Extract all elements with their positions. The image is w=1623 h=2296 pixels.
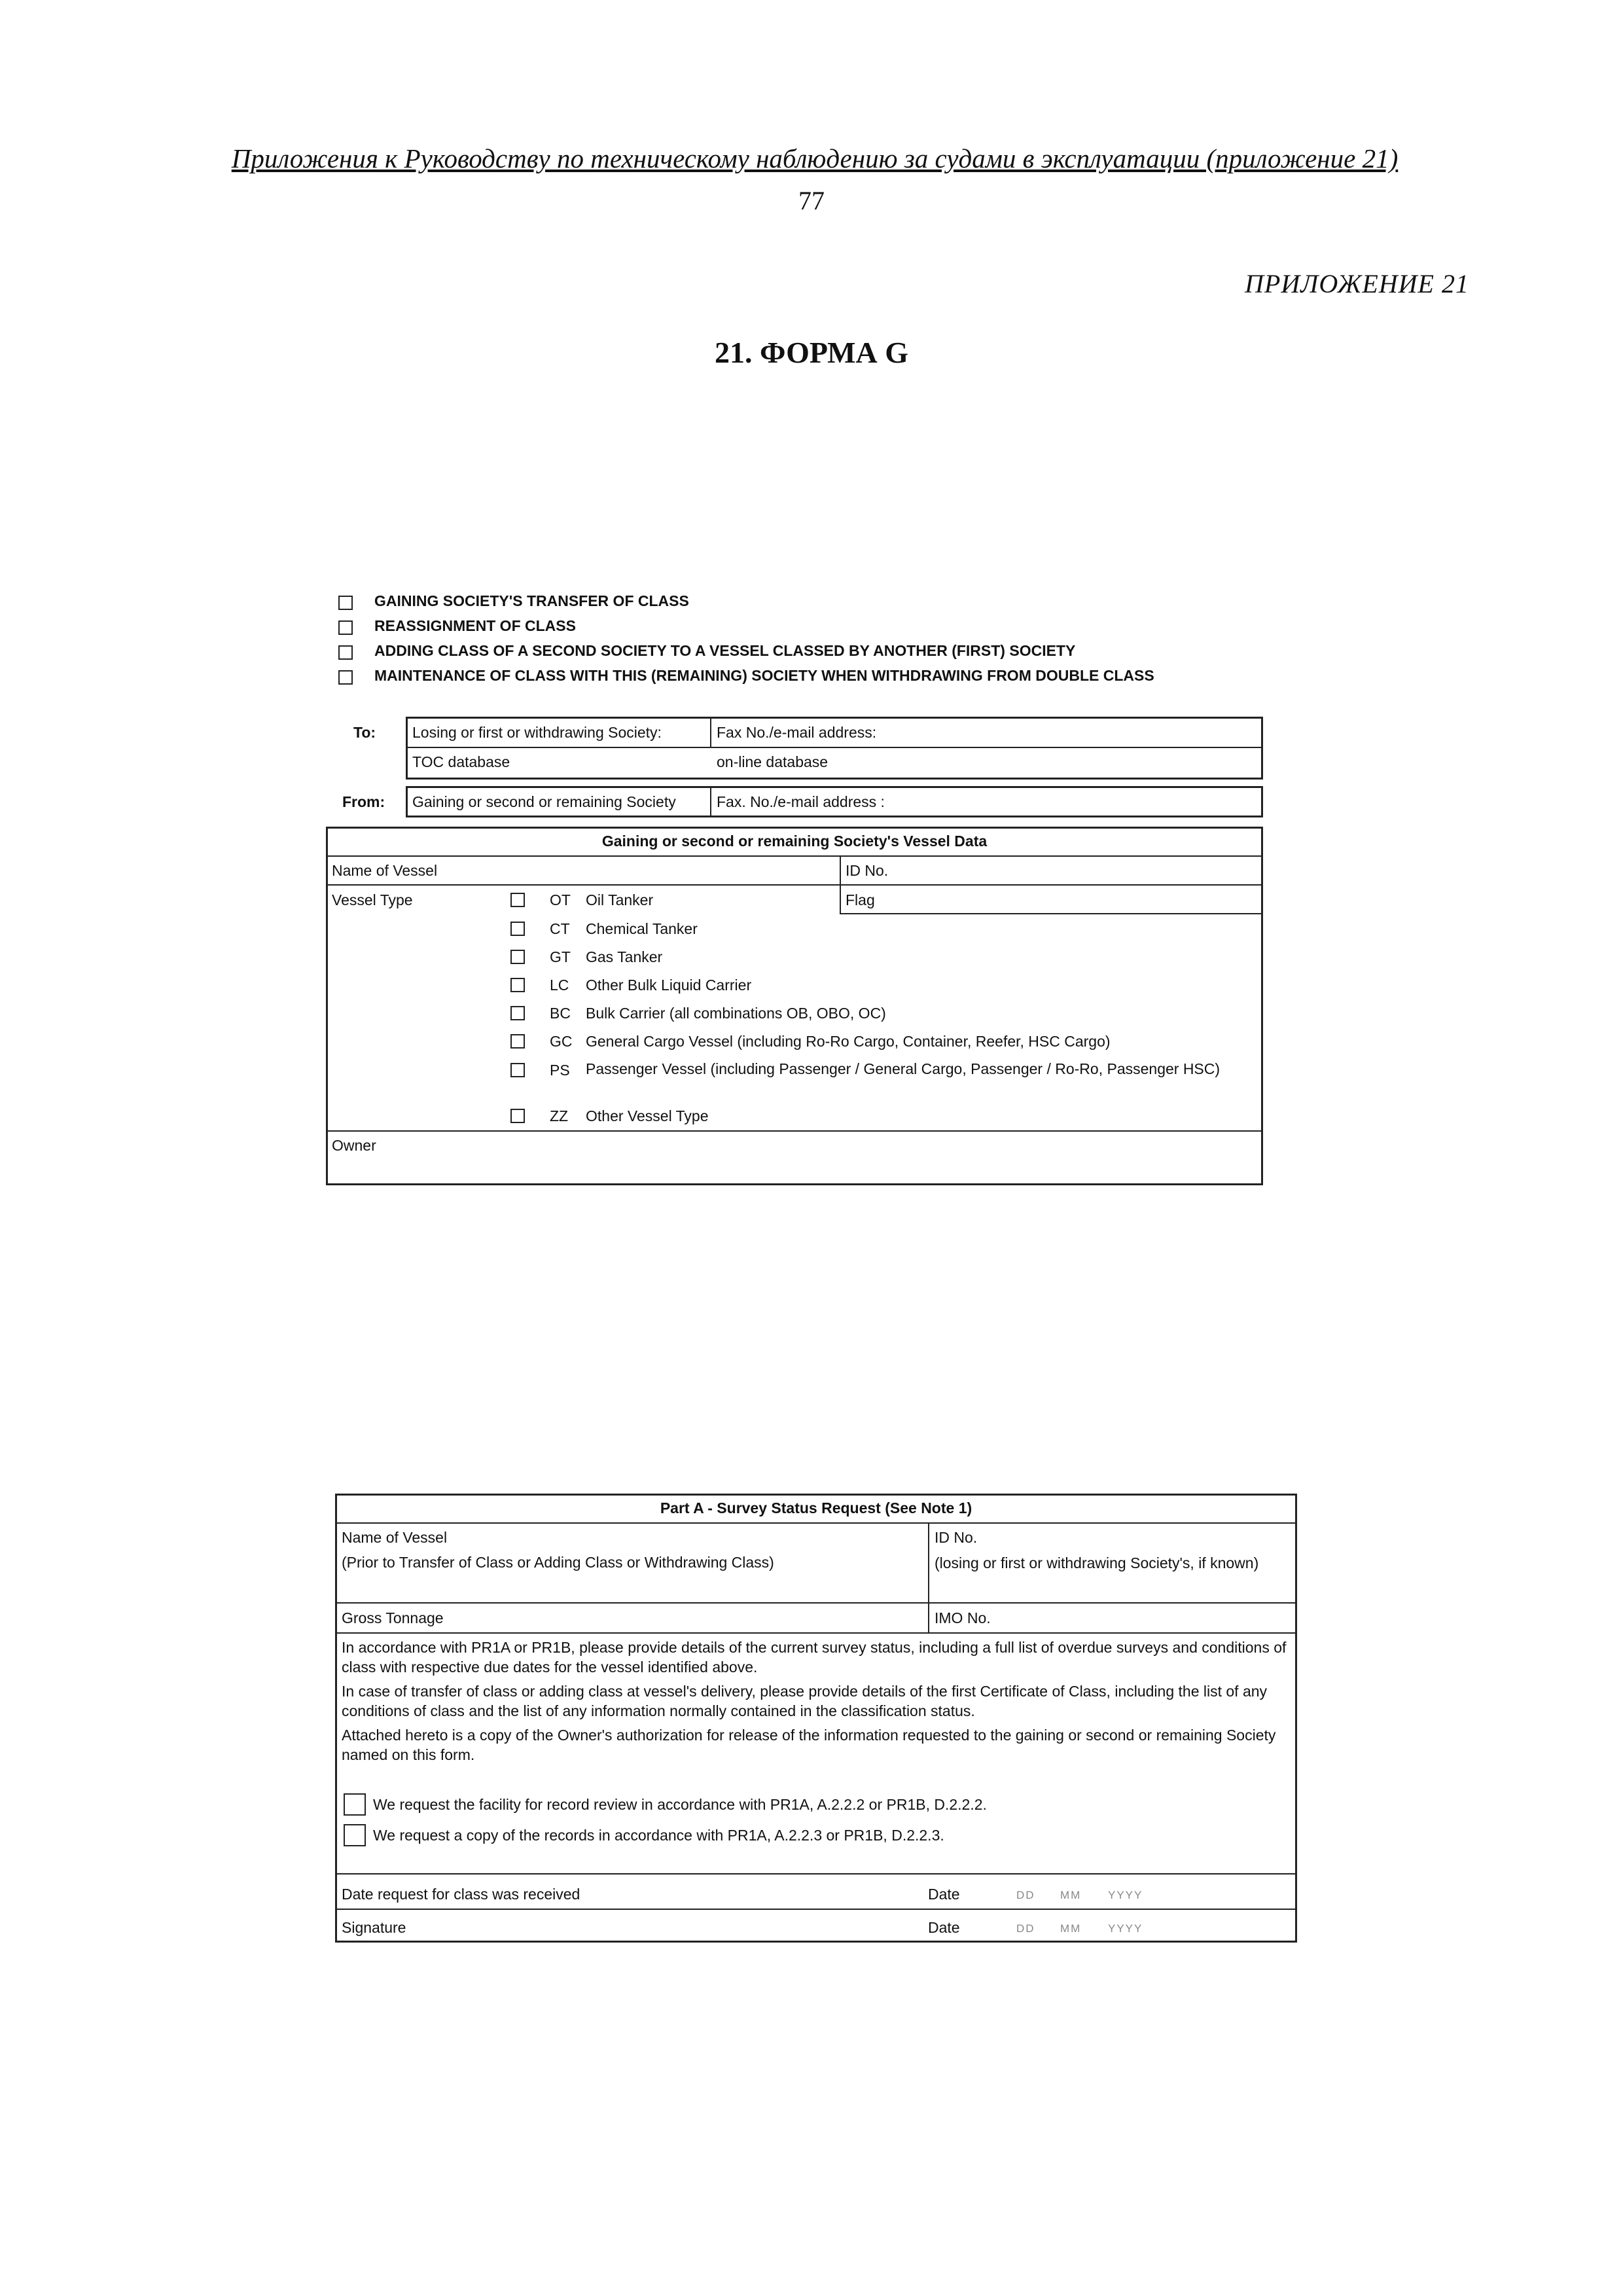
- fax-email-to-field[interactable]: Fax No./e-mail address:: [717, 724, 877, 741]
- vessel-type-gt-checkbox[interactable]: [510, 950, 525, 964]
- vessel-type-code: GC: [550, 1033, 573, 1050]
- vessel-type-code: OT: [550, 891, 571, 908]
- option-adding-class-label: ADDING CLASS OF A SECOND SOCIETY TO A VESSEL CLASSED BY ANOTHER (FIRST) SOCIETY: [374, 642, 1076, 659]
- dd-field[interactable]: DD: [1016, 1922, 1035, 1935]
- yyyy-field[interactable]: YYYY: [1108, 1922, 1143, 1935]
- yyyy-field[interactable]: YYYY: [1108, 1889, 1143, 1901]
- vessel-type-ps-checkbox[interactable]: [510, 1063, 525, 1077]
- date-label: Date: [928, 1886, 960, 1903]
- vessel-type-bc-checkbox[interactable]: [510, 1006, 525, 1020]
- gross-tonnage-field[interactable]: Gross Tonnage: [342, 1609, 444, 1626]
- vessel-type-label: Vessel Type: [332, 891, 413, 908]
- option-maintenance-label: MAINTENANCE OF CLASS WITH THIS (REMAINING) SOCIETY WHEN WITHDRAWING FROM DOUBLE CLASS: [374, 667, 1154, 684]
- vessel-type-ct-checkbox[interactable]: [510, 922, 525, 936]
- vessel-type-option: Bulk Carrier (all combinations OB, OBO, OC): [586, 1005, 886, 1022]
- name-of-vessel-field[interactable]: Name of Vessel: [332, 862, 438, 879]
- date-received-label: Date request for class was received: [342, 1886, 580, 1903]
- part-a-paragraph: Attached hereto is a copy of the Owner's authorization for release of the information requested to the gaining or second or remaining Society named on this form.: [342, 1727, 1276, 1763]
- vessel-type-code: ZZ: [550, 1107, 569, 1124]
- record-review-label: We request the facility for record review in accordance with PR1A, A.2.2.2 or PR1B, D.2.2.2.: [373, 1796, 987, 1813]
- part-a-id-note: (losing or first or withdrawing Society's, if known): [935, 1554, 1259, 1571]
- copy-records-label: We request a copy of the records in accordance with PR1A, A.2.2.3 or PR1B, D.2.2.3.: [373, 1827, 944, 1844]
- part-a-heading: Part A - Survey Status Request (See Note 1): [660, 1499, 972, 1516]
- gaining-society-field[interactable]: Gaining or second or remaining Society: [412, 793, 676, 810]
- vessel-type-option: General Cargo Vessel (including Ro-Ro Cargo, Container, Reefer, HSC Cargo): [586, 1033, 1111, 1050]
- vessel-type-option: Passenger Vessel (including Passenger / General Cargo, Passenger / Ro-Ro, Passenger HSC): [586, 1060, 1221, 1077]
- part-a-paragraph: In case of transfer of class or adding class at vessel's delivery, please provide details of the first Certificate of Class, including the list of any conditions of class and the list of any information normally contained in the classification status.: [342, 1683, 1268, 1719]
- vessel-type-option: Other Vessel Type: [586, 1107, 709, 1124]
- vessel-data-heading: Gaining or second or remaining Society's Vessel Data: [601, 833, 988, 850]
- date-label: Date: [928, 1919, 960, 1936]
- owner-field[interactable]: Owner: [332, 1137, 376, 1154]
- part-a-name-of-vessel-field[interactable]: Name of Vessel: [342, 1529, 448, 1546]
- vessel-type-option: Oil Tanker: [586, 891, 654, 908]
- record-review-checkbox[interactable]: [344, 1793, 366, 1816]
- online-database-label: on-line database: [717, 753, 829, 770]
- toc-database-label: TOC database: [412, 753, 510, 770]
- vessel-type-code: PS: [550, 1062, 570, 1079]
- vessel-type-code: BC: [550, 1005, 571, 1022]
- page-number: 77: [798, 186, 825, 215]
- vessel-type-option: Other Bulk Liquid Carrier: [586, 977, 752, 994]
- dd-field[interactable]: DD: [1016, 1889, 1035, 1901]
- vessel-type-code: LC: [550, 977, 569, 994]
- part-a-name-note: (Prior to Transfer of Class or Adding Class or Withdrawing Class): [342, 1554, 774, 1571]
- mm-field[interactable]: MM: [1060, 1922, 1082, 1935]
- form-title: 21. ФОРМА G: [715, 336, 908, 369]
- vessel-type-code: GT: [550, 948, 571, 965]
- fax-email-from-field[interactable]: Fax. No./e-mail address :: [717, 793, 885, 810]
- part-a-paragraph: In accordance with PR1A or PR1B, please provide details of the current survey status, including a full list of overdue surveys and conditions of class with respective due dates for the vessel identified above.: [342, 1639, 1287, 1676]
- imo-no-field[interactable]: IMO No.: [935, 1609, 991, 1626]
- option-maintenance-checkbox[interactable]: [338, 670, 353, 685]
- vessel-type-option: Chemical Tanker: [586, 920, 698, 937]
- vessel-type-option: Gas Tanker: [586, 948, 663, 965]
- vessel-type-zz-checkbox[interactable]: [510, 1109, 525, 1123]
- option-transfer-label: GAINING SOCIETY'S TRANSFER OF CLASS: [374, 592, 689, 609]
- option-reassignment-checkbox[interactable]: [338, 620, 353, 635]
- part-a-id-no-field[interactable]: ID No.: [935, 1529, 978, 1546]
- vessel-type-ot-checkbox[interactable]: [510, 893, 525, 907]
- option-reassignment-label: REASSIGNMENT OF CLASS: [374, 617, 576, 634]
- flag-field[interactable]: Flag: [846, 891, 875, 908]
- losing-society-field[interactable]: Losing or first or withdrawing Society:: [412, 724, 662, 741]
- option-adding-class-checkbox[interactable]: [338, 645, 353, 660]
- appendix-label: ПРИЛОЖЕНИЕ 21: [1245, 269, 1469, 298]
- running-header: Приложения к Руководству по техническому наблюдению за судами в эксплуатации (приложение 21): [231, 143, 1399, 173]
- vessel-type-lc-checkbox[interactable]: [510, 978, 525, 992]
- vessel-type-gc-checkbox[interactable]: [510, 1034, 525, 1049]
- mm-field[interactable]: MM: [1060, 1889, 1082, 1901]
- signature-field[interactable]: Signature: [342, 1919, 406, 1936]
- vessel-type-code: CT: [550, 920, 570, 937]
- option-transfer-checkbox[interactable]: [338, 596, 353, 610]
- to-label: To:: [353, 724, 376, 741]
- copy-records-checkbox[interactable]: [344, 1824, 366, 1846]
- id-no-field[interactable]: ID No.: [846, 862, 889, 879]
- from-label: From:: [342, 793, 385, 810]
